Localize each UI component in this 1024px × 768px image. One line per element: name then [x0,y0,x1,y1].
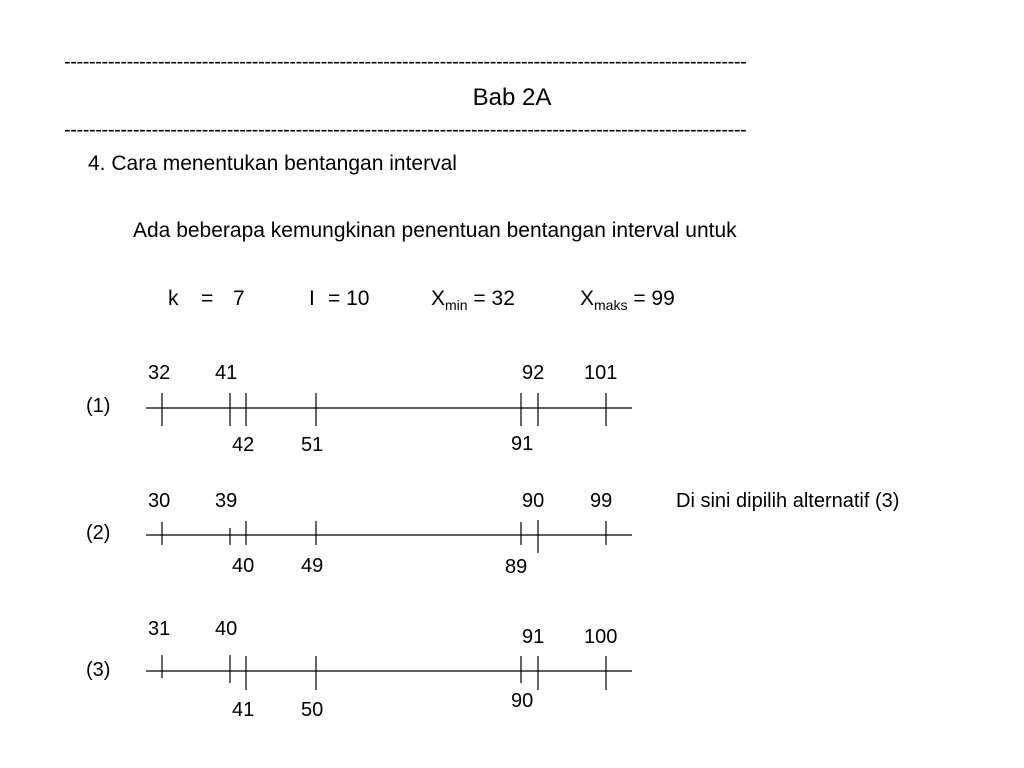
line-3-top-number: 40 [215,618,238,640]
intro-text: Ada beberapa kemungkinan penentuan bentangan interval untuk [133,219,737,242]
param-k-label: k [168,287,179,310]
top-dashed-rule: ------------------------------------------------------------------------------------------------------------- [64,52,747,72]
line-2-bottom-number: 40 [232,555,255,577]
line-2-top-number: 30 [148,490,171,512]
line-3-top-number: 100 [584,626,618,648]
line-3-top-number: 91 [522,626,545,648]
line-1-label: (1) [86,395,111,417]
line-3-bottom-number: 41 [232,699,255,721]
line-2-label: (2) [86,522,111,544]
line-2-bottom-number: 89 [505,556,528,578]
line-1-bottom-number: 51 [301,434,324,456]
param-i-value: = 10 [328,287,370,310]
line-3-top-number: 31 [148,618,171,640]
line-1-top-number: 92 [522,362,545,384]
line-3-label: (3) [86,659,111,681]
param-k-value: 7 [233,287,245,310]
section-heading: 4. Cara menentukan bentangan interval [88,152,457,175]
param-xmin: $X_{min} = 32$ [431,287,515,313]
line-3-bottom-number: 50 [301,699,324,721]
line-2-top-number: 39 [215,490,238,512]
param-k-equals: = [201,287,214,310]
param-xmaks: $X_{maks} = 99$ [580,287,675,313]
selection-note: Di sini dipilih alternatif (3) [676,490,900,512]
line-1-bottom-number: 91 [511,433,534,455]
param-i-label: I [309,287,315,310]
line-1-top-number: 41 [215,362,238,384]
page-title: Bab 2A [472,84,552,111]
bottom-dashed-rule: ------------------------------------------------------------------------------------------------------------- [64,120,747,140]
line-1-top-number: 101 [584,362,618,384]
line-2-top-number: 90 [522,490,545,512]
line-2-bottom-number: 49 [301,555,324,577]
line-2-top-number: 99 [590,490,613,512]
line-3-bottom-number: 90 [511,690,534,712]
line-1-bottom-number: 42 [232,434,255,456]
line-1-top-number: 32 [148,362,171,384]
